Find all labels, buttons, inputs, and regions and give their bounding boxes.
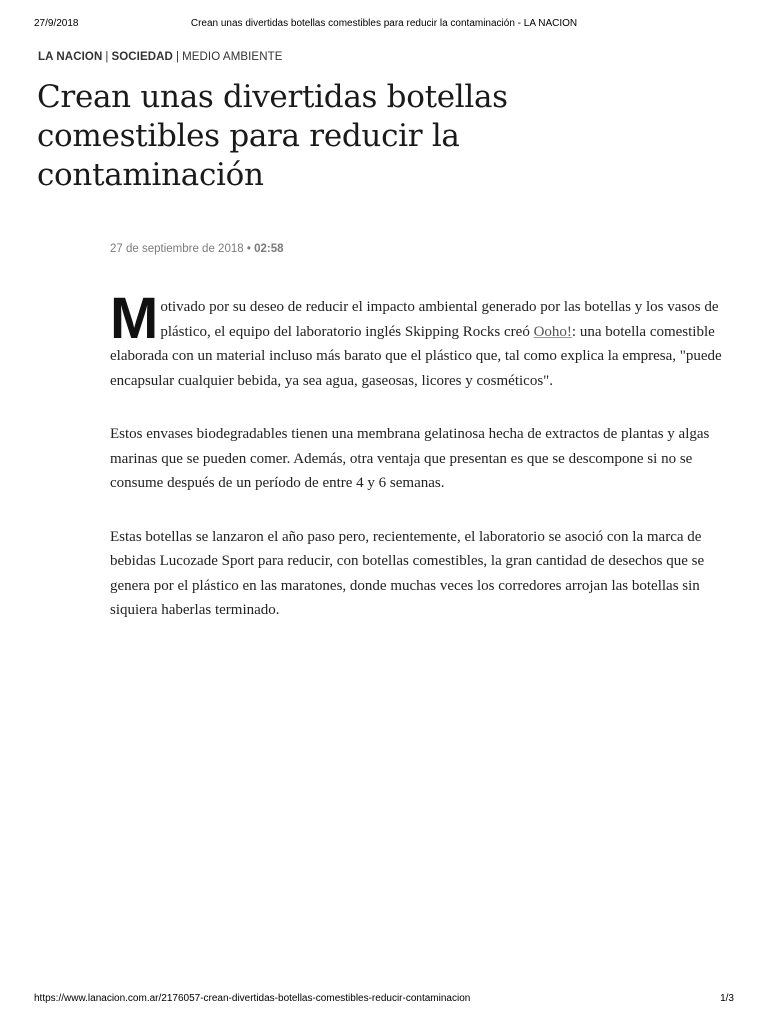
- dateline-bullet: •: [246, 243, 251, 255]
- breadcrumb: [38, 51, 283, 63]
- article-time: 02:58: [254, 243, 284, 255]
- breadcrumb-separator: |: [105, 51, 109, 63]
- ooho-link[interactable]: Ooho!: [533, 323, 572, 340]
- breadcrumb-site-link[interactable]: LA NACION: [38, 51, 103, 63]
- print-date: 27/9/2018: [34, 18, 79, 29]
- breadcrumb-section-link[interactable]: SOCIEDAD: [111, 51, 173, 63]
- article-title: Crean unas divertidas botellas comestibles para reducir la contaminación: [37, 79, 508, 193]
- print-url: https://www.lanacion.com.ar/2176057-crean-divertidas-botellas-comestibles-reducir-contaminacion: [34, 993, 471, 1004]
- print-footer: [34, 993, 734, 1007]
- print-page-title: Crean unas divertidas botellas comestibles para reducir la contaminación - LA NACION: [190, 18, 578, 29]
- article-paragraph: Estas botellas se lanzaron el año paso pero, recientemente, el laboratorio se asoció con la marca de bebidas Lucozade Sport para reducir, con botellas comestibles, la gran cantidad de desechos que se genera por el plástico en las maratones, donde muchas veces los corredores arrojan las botellas sin siquiera haberlas terminado.: [110, 528, 705, 618]
- article-lead-paragraph: [110, 286, 732, 393]
- print-page-number: 1/3: [720, 993, 734, 1004]
- breadcrumb-separator: |: [175, 51, 180, 63]
- article-date: 27 de septiembre de 2018: [110, 243, 244, 255]
- lead-text-start: otivado por su deseo de reducir el impacto ambiental generado por las botellas y los vasos de plástico, el equipo del laboratorio inglés Skipping Rocks creó: [160, 299, 719, 340]
- article-dateline: [110, 243, 284, 255]
- drop-cap: M: [110, 286, 159, 351]
- article-paragraph: Estos envases biodegradables tienen una membrana gelatinosa hecha de extractos de plantas y algas marinas que se pueden comer. Además, otra ventaja que presentan es que se descompone si no se consume después de un período de entre 4 y 6 semanas.: [110, 426, 710, 491]
- lead-text-end: : una botella comestible elaborada con un material incluso más barato que el plástico que, tal como explica la empresa, "puede encapsular cualquier bebida, ya sea agua, gaseosas, licores y cosméticos".: [110, 323, 722, 389]
- article-body: [110, 286, 732, 652]
- breadcrumb-subsection-link[interactable]: MEDIO AMBIENTE: [182, 51, 283, 63]
- print-header: [34, 18, 734, 32]
